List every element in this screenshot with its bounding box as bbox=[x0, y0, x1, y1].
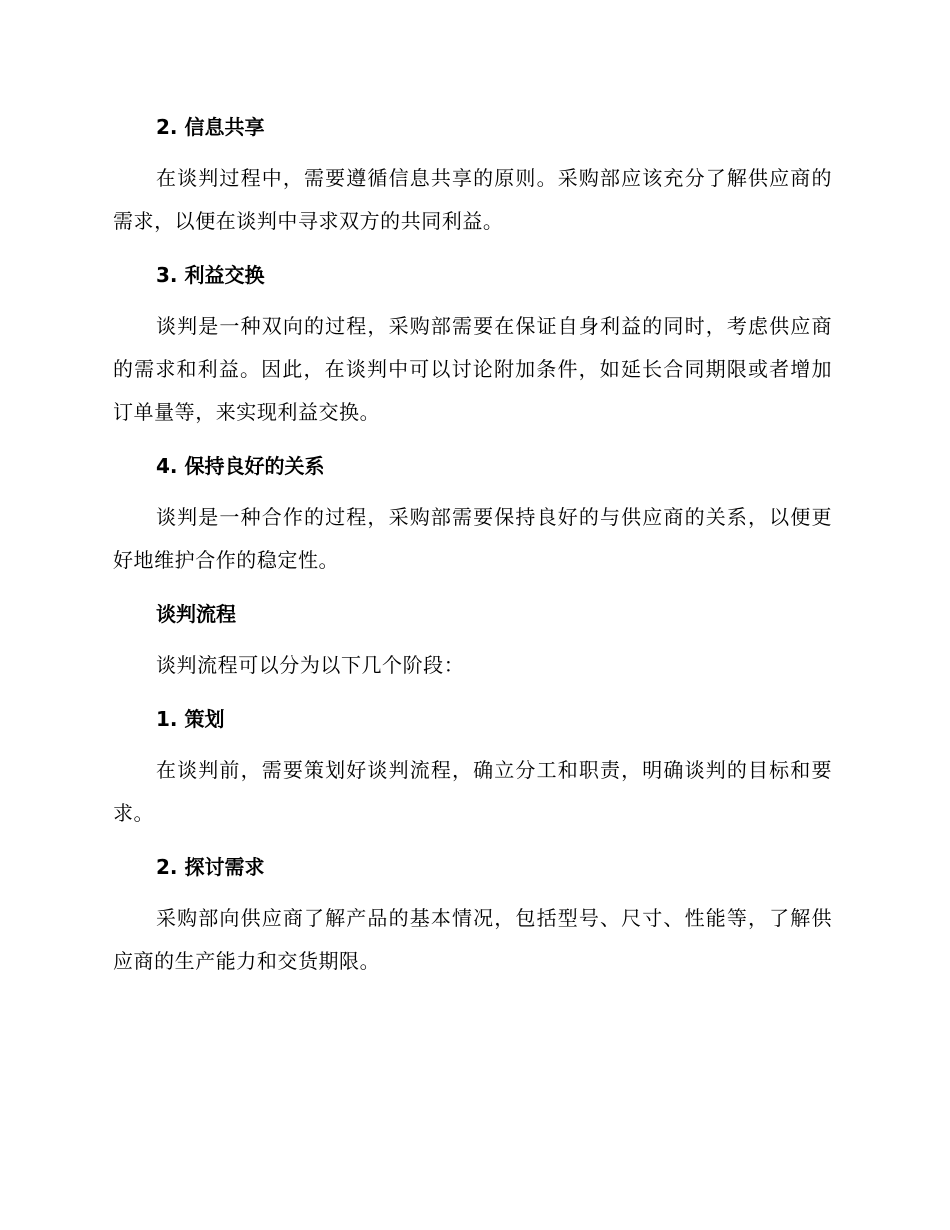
section-body-good-relationship: 谈判是一种合作的过程，采购部需要保持良好的与供应商的关系，以便更好地维护合作的稳定性。 bbox=[113, 505, 832, 572]
section-heading-planning: 1. 策划 bbox=[156, 707, 225, 731]
section-heading-discuss-needs: 2. 探讨需求 bbox=[156, 855, 265, 879]
section-heading-good-relationship: 4. 保持良好的关系 bbox=[156, 454, 325, 478]
section-heading-benefit-exchange: 3. 利益交换 bbox=[156, 263, 265, 287]
section-heading-negotiation-process: 谈判流程 bbox=[156, 602, 236, 626]
section-body-info-sharing: 在谈判过程中，需要遵循信息共享的原则。采购部应该充分了解供应商的需求，以便在谈判中寻求双方的共同利益。 bbox=[113, 166, 832, 233]
section-body-planning: 在谈判前，需要策划好谈判流程，确立分工和职责，明确谈判的目标和要求。 bbox=[113, 758, 832, 825]
section-body-negotiation-process: 谈判流程可以分为以下几个阶段： bbox=[156, 653, 465, 677]
section-body-discuss-needs: 采购部向供应商了解产品的基本情况，包括型号、尺寸、性能等，了解供应商的生产能力和交货期限。 bbox=[113, 906, 832, 973]
section-heading-info-sharing: 2. 信息共享 bbox=[156, 115, 265, 139]
section-body-benefit-exchange: 谈判是一种双向的过程，采购部需要在保证自身利益的同时，考虑供应商的需求和利益。因此，在谈判中可以讨论附加条件，如延长合同期限或者增加订单量等，来实现利益交换。 bbox=[113, 314, 832, 424]
